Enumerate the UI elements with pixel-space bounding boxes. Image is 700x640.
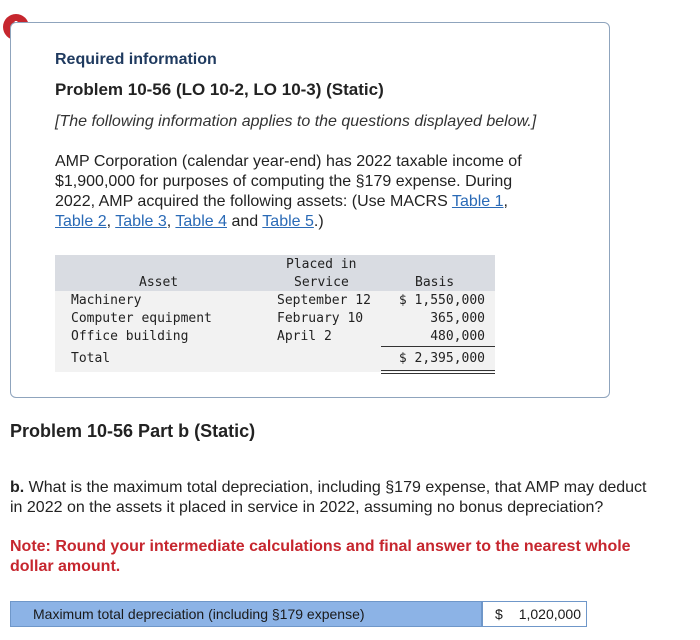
question-body: What is the maximum total depreciation, including §179 expense, that AMP may deduct in 2022 on the assets it placed in service in 2022, assuming no bonus depreciation? [10, 479, 647, 516]
macrs-table-1-link[interactable]: Table 1 [451, 193, 504, 210]
separator: , [166, 213, 176, 230]
intro-line-3 [55, 192, 565, 212]
intro-end: .) [313, 213, 324, 230]
header-service: Service [294, 275, 349, 290]
total-rule-top [381, 346, 495, 347]
total-label: Total [71, 351, 111, 366]
intro-line-2: $1,900,000 for purposes of computing the §179 expense. During [55, 173, 513, 190]
problem-description [55, 152, 565, 232]
answer-label: Maximum total depreciation (including §179 expense) [33, 606, 365, 622]
row-3-asset: Office building [71, 329, 189, 344]
separator: and [227, 213, 263, 230]
separator: , [503, 193, 508, 210]
intro-line-1: AMP Corporation (calendar year-end) has 2022 taxable income of [55, 153, 522, 170]
asset-table [55, 255, 495, 372]
row-2-placed: February 10 [277, 311, 364, 326]
total-double-rule-2 [381, 373, 495, 374]
total-double-rule-1 [381, 370, 495, 371]
question-lead: b. [10, 479, 25, 496]
info-note: [The following information applies to the questions displayed below.] [55, 113, 537, 130]
question-text [10, 478, 650, 518]
row-2-basis: 365,000 [430, 311, 485, 326]
answer-label-bar [10, 601, 482, 627]
row-2-asset: Computer equipment [71, 311, 212, 326]
total-basis: $ 2,395,000 [398, 351, 485, 366]
required-information-heading: Required information [55, 51, 217, 68]
answer-value: 1,020,000 [518, 606, 581, 622]
header-asset: Asset [139, 275, 179, 290]
row-1-asset: Machinery [71, 293, 142, 308]
row-3-basis: 480,000 [430, 329, 485, 344]
row-3-placed: April 2 [277, 329, 332, 344]
row-1-basis: $ 1,550,000 [398, 293, 485, 308]
macrs-table-3-link[interactable]: Table 3 [115, 213, 167, 230]
problem-title: Problem 10-56 (LO 10-2, LO 10-3) (Static) [55, 80, 384, 99]
macrs-table-2-link[interactable]: Table 2 [55, 213, 107, 230]
rounding-note: Note: Round your intermediate calculations and final answer to the nearest whole dollar amount. [10, 538, 631, 575]
answer-input[interactable] [482, 601, 587, 627]
required-information-panel [10, 22, 610, 398]
separator: , [106, 213, 116, 230]
currency-symbol: $ [495, 606, 503, 622]
macrs-table-5-link[interactable]: Table 5 [262, 213, 314, 230]
intro-line-3-text: 2022, AMP acquired the following assets: (Use MACRS [55, 193, 452, 210]
header-placed-in: Placed in [286, 257, 357, 272]
header-basis: Basis [415, 275, 455, 290]
row-1-placed: September 12 [277, 293, 371, 308]
part-title: Problem 10-56 Part b (Static) [10, 421, 256, 441]
intro-line-4 [55, 212, 565, 232]
macrs-table-4-link[interactable]: Table 4 [175, 213, 227, 230]
